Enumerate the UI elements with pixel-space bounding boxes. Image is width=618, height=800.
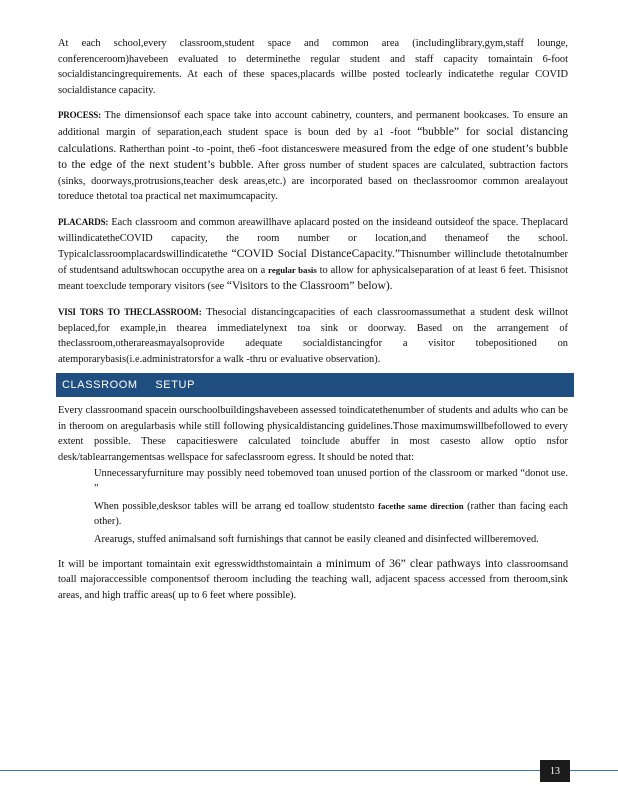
list-item	[58, 466, 568, 497]
bullet-text	[94, 499, 568, 530]
section-title: CLASSROOM SETUP	[62, 379, 196, 392]
placards-text-2: Thisnumber willinclude thetotalnumber of studentsand adultswhocan occupythe area on a	[58, 249, 568, 276]
bullet-text-after: (rather than facing each other).	[94, 500, 569, 528]
closing-paragraph	[58, 556, 568, 604]
bullet-icon	[58, 499, 94, 530]
footer-rule-left	[0, 770, 540, 771]
process-text-1: The dimensionsof each space take into account cabinetry, counters, and permanent bookcases. To ensure an additional margin of separation,each student space is boun ded by a1 -foot	[58, 110, 568, 138]
intro-paragraph: At each school,every classroom,student space and common area (includinglibrary,gym,staff lounge, conferenceroom)havebeen evaluated to determinethe regular student and staff capacity tomaintain 6-foot socialdistancingrequirements. At each of these spaces,placards willbe posted toclearly indicatethe regular COVID socialdistance capacity.	[58, 38, 568, 96]
process-text-2: Ratherthan point -to -point, the6 -foot distanceswere	[116, 143, 343, 155]
closing-text-1: It will be important tomaintain exit egresswidthstomaintain	[58, 558, 317, 570]
placards-text-3: to allow for aphysicalseparation of at least 6 feet. Thisisnot meant toexclude temporary visitors (see	[58, 264, 569, 293]
bullet-text-before: When possible,desksor tables will be arrang ed toallow studentsto	[94, 500, 379, 512]
page-content	[58, 36, 568, 603]
setup-bullet-list	[58, 466, 568, 548]
process-paragraph	[58, 108, 568, 205]
visitors-paragraph	[58, 305, 568, 367]
bullet-icon	[58, 466, 94, 497]
footer-rule-right	[570, 770, 618, 771]
page-number: 13	[540, 760, 570, 782]
placards-paragraph	[58, 215, 568, 295]
closing-text-big: a minimum of 36” clear pathways into	[316, 556, 503, 570]
bullet-text: Arearugs, stuffed animalsand soft furnishings that cannot be easily cleaned and disinfected willberemoved.	[94, 534, 539, 546]
bullet-icon	[58, 532, 94, 548]
visitors-text: Thesocial distancingcapacities of each classroomassumethat a student desk willnot beplaced,for example,in thearea immediatelynext toa sink or doorway. Based on the arrangement of theclassroom,otherareasmayalsoprovide adequate socialdistancingfor a visitor tobepositioned on atemporarybasis(i.e.administratorsfor a walk -thru or evaluative observation).	[58, 306, 568, 365]
process-label: PROCESS:	[58, 110, 101, 121]
placards-text-1: Each classroom and common areawillhave aplacard posted on the insideand outsideof the space. Theplacard willindicatetheCOVID capacity, the room number or location,and thenameof the school. Typicalclassroomplacardswillindicatethe	[58, 216, 568, 261]
bullet-bold-small: facethe same direction	[378, 500, 464, 511]
placards-label: PLACARDS:	[58, 216, 109, 227]
process-text-big: “bubble” for social distancing calculations.	[58, 124, 568, 155]
placards-text-big-2: “Visitors to the Classroom” below).	[226, 279, 393, 293]
section-heading-bar	[56, 373, 574, 397]
list-item	[58, 499, 568, 530]
list-item	[58, 532, 568, 548]
visitors-label: VISI TORS TO THECLASSROOM:	[58, 306, 202, 317]
process-text-3: After gross number of student spaces are calculated, subtraction factors (sinks, doorways,protrusions,teacher desk areas,etc.) are incorporated based on theclassroomor common arealayout toreduce thetotal toa practical net maximumcapacity.	[58, 160, 568, 203]
setup-intro-paragraph: Every classroomand spacein ourschoolbuildingshavebeen assessed toindicatethenumber of students and adults who can be in theroom on aregularbasis while still following physicaldistancing guidelines.Those maximumswillbefollowed to every extent possible. These capacitieswere calculated toinclude abuffer in most casesto allow optio nsfor desk/tablearrangementsas wellspace for safeclassroom egress. It should be noted that:	[58, 405, 568, 464]
closing-text-2: classroomsand toall majoraccessible componentsof theroom including the teaching wall, adjacent spacess accessed from theroom,sink areas, and high traffic areas( up to 6 feet where possible).	[58, 558, 569, 601]
bullet-text: Unnecessaryfurniture may possibly need tobemoved toan unused portion of the classroom or marked “donot use. ”	[94, 467, 568, 495]
placards-text-big: “COVID Social DistanceCapacity.”	[231, 247, 401, 261]
placards-bold-small: regular basis	[268, 264, 317, 275]
process-text-big-2: measured from the edge of one student’s bubble to the edge of the next student’s bubble.	[58, 141, 568, 172]
